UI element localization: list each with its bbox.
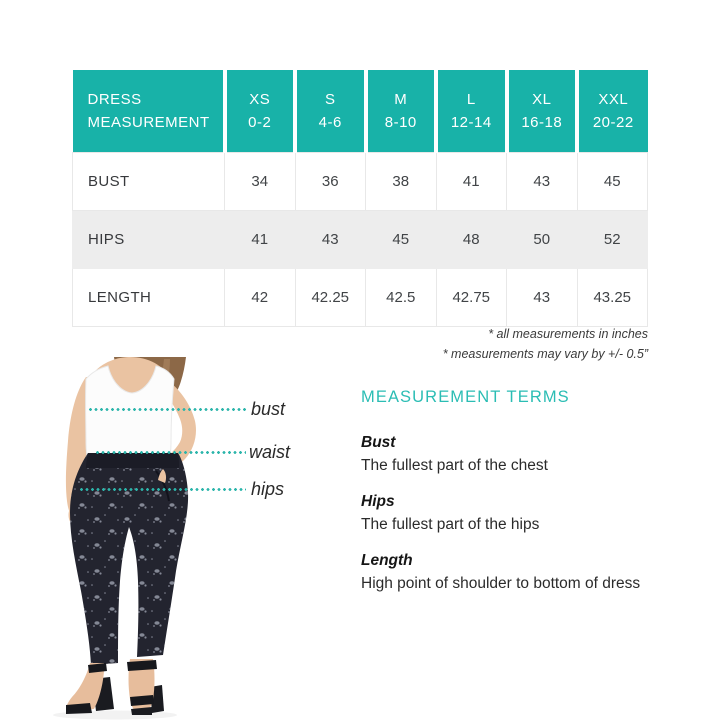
- term-hips: [361, 490, 691, 536]
- size-range: 12-14: [450, 114, 492, 131]
- cell-value: 43: [295, 211, 366, 269]
- measurement-notes: [268, 324, 648, 364]
- size-range: 4-6: [318, 114, 342, 131]
- header-line2: MEASUREMENT: [87, 114, 210, 131]
- waist-measure-line: [96, 451, 246, 454]
- term-definition: The fullest part of the chest: [361, 457, 548, 474]
- cell-value: 45: [577, 153, 648, 211]
- size-name: L: [466, 91, 476, 108]
- cell-value: 42.75: [436, 269, 507, 327]
- measurement-terms-section: [361, 388, 691, 608]
- waist-label: waist: [249, 442, 291, 462]
- table-row-bust: [73, 153, 648, 211]
- table-row-length: [73, 269, 648, 327]
- term-name: Bust: [361, 434, 396, 451]
- cell-value: 42: [225, 269, 296, 327]
- table-row-hips: [73, 211, 648, 269]
- term-definition: The fullest part of the hips: [361, 516, 540, 533]
- size-name: XS: [249, 91, 271, 108]
- cell-value: 41: [225, 211, 296, 269]
- term-bust: [361, 431, 691, 477]
- term-name: Hips: [361, 493, 395, 510]
- cell-value: 43: [507, 269, 578, 327]
- size-column-header-m: [366, 70, 437, 153]
- size-column-header-xxl: [577, 70, 648, 153]
- size-name: S: [324, 91, 336, 108]
- size-column-header-xs: [225, 70, 296, 153]
- term-definition: High point of shoulder to bottom of dress: [361, 575, 641, 592]
- header-line1: DRESS: [87, 91, 142, 108]
- model-photo: [30, 357, 240, 720]
- cell-value: 42.25: [295, 269, 366, 327]
- cell-value: 43: [507, 153, 578, 211]
- size-name: XL: [532, 91, 552, 108]
- size-range: 16-18: [521, 114, 563, 131]
- dress-measurement-header: [73, 70, 225, 153]
- cell-value: 45: [366, 211, 437, 269]
- cell-value: 34: [225, 153, 296, 211]
- cell-value: 43.25: [577, 269, 648, 327]
- hips-label: hips: [251, 479, 285, 499]
- size-column-header-l: [436, 70, 507, 153]
- size-chart-table: [72, 70, 648, 327]
- hips-measure-line: [80, 488, 246, 491]
- row-label: HIPS: [73, 211, 225, 269]
- term-name: Length: [361, 552, 413, 569]
- cell-value: 52: [577, 211, 648, 269]
- cell-value: 48: [436, 211, 507, 269]
- bust-label: bust: [251, 399, 286, 419]
- cell-value: 42.5: [366, 269, 437, 327]
- row-label: LENGTH: [73, 269, 225, 327]
- measurement-terms-heading: MEASUREMENT TERMS: [361, 388, 570, 406]
- size-column-header-s: [295, 70, 366, 153]
- note-variance: * measurements may vary by +/- 0.5”: [442, 347, 648, 361]
- term-length: [361, 549, 691, 595]
- cell-value: 38: [366, 153, 437, 211]
- size-name: XXL: [598, 91, 629, 108]
- size-range: 8-10: [384, 114, 417, 131]
- cell-value: 36: [295, 153, 366, 211]
- row-label: BUST: [73, 153, 225, 211]
- size-name: M: [394, 91, 408, 108]
- size-range: 0-2: [248, 114, 272, 131]
- size-chart-header: [73, 70, 648, 153]
- bust-measure-line: [89, 408, 246, 411]
- header-row: [73, 70, 648, 153]
- cell-value: 50: [507, 211, 578, 269]
- note-inches: * all measurements in inches: [488, 327, 648, 341]
- size-column-header-xl: [507, 70, 578, 153]
- size-range: 20-22: [592, 114, 634, 131]
- woman-model-illustration: [30, 357, 240, 720]
- cell-value: 41: [436, 153, 507, 211]
